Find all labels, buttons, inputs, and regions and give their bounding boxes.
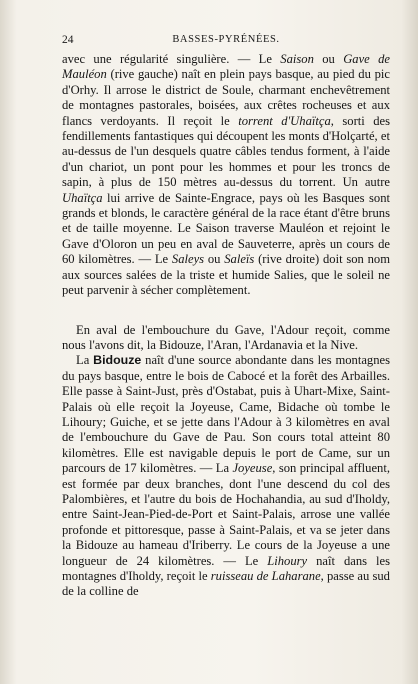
river-name: Lihoury: [267, 553, 308, 568]
river-name: Gave de Mauléon: [62, 52, 390, 82]
river-name: Saleys: [171, 252, 205, 267]
river-name: ruisseau de Laharane: [210, 569, 321, 583]
river-name: Saison: [280, 52, 314, 66]
page-header: [62, 34, 390, 48]
river-name: Saleïs: [224, 252, 255, 267]
paragraph-adour: En aval de l'embouchure du Gave, l'Adour reçoit, comme nous l'avons dit, la Bidouze, l'Aran, l'Ardanavia et la Nive.: [62, 322, 390, 352]
body-text: [62, 52, 390, 600]
section-heading-bidouze: Bidouze: [93, 353, 142, 368]
paragraph-bidouze: La Bidouze naît d'une source abondante dans les montagnes du pays basque, entre le bois de Cabocé et la forêt des Arbailles. Elle passe à Saint-Just, près d'Ostabat, puis à Uhart-Mixe, Saint-Palais où elle reçoit la Joyeuse, Came, Bidache où tombe le Lihoury; Guiche, et se jette dans l'Adour à 3 kilomètres en aval de l'embouchure du Gave de Pau. Son cours total atteint 80 kilomètres. Elle est navigable depuis le port de Came, sur un parcours de 17 kilomètres. — La Joyeuse, son principal affluent, est formée par deux branches, dont l'une descend du col des Palombières, et l'autre du bois de Hochahandia, au sud d'Iholdy, entre Saint-Jean-Pied-de-Port et Saint-Palais, arrose une vallée profonde et pittoresque, passe à Saint-Palais, et va se jeter dans la Bidouze au hameau d'Iriberry. Le cours de la Joyeuse a une longueur de 24 kilomètres. — Le Lihoury naît dans les montagnes d'Iholdy, reçoit le ruisseau de Laharane, passe au sud de la colline de: [62, 353, 391, 599]
river-name: torrent d'Uhaïtça: [238, 113, 331, 128]
running-head: BASSES-PYRÉNÉES.: [172, 34, 280, 45]
paragraph-gap: [62, 299, 390, 323]
page-number: 24: [62, 34, 74, 46]
paragraph-saison: avec une régularité singulière. — Le Saison ou Gave de Mauléon (rive gauche) naît en plein pays basque, au pied du pic d'Orhy. Il arrose le district de Soule, charmant enchevêtrement de montagnes pastorales, boisées, aux crêtes rocheuses et aux flancs verdoyants. Il reçoit le torrent d'Uhaïtça, sorti des fendillements fantastiques qui découpent les monts d'Holçarté, et au-dessus de l'un desquels quatre câbles tendus forment, à l'aide d'un chariot, un pont pour les hommes et pour les troncs de sapin, à plus de 150 mètres au-dessus du torrent. Un autre Uhaïtça lui arrive de Sainte-Engrace, pays où les Basques sont grands et blonds, le caractère général de la race étant d'être bruns et de taille moyenne. Le Saison traverse Mauléon et rejoint le Gave d'Oloron un peu en aval de Sauveterre, après un cours de 60 kilomètres. — Le Saleys ou Saleïs (rive droite) doit son nom aux sources salées de la triste et humide Salies, que le soleil ne peut parvenir à sécher complètement.: [62, 52, 391, 298]
river-name: Joyeuse: [232, 461, 273, 476]
river-name: Uhaïtça: [62, 190, 103, 205]
